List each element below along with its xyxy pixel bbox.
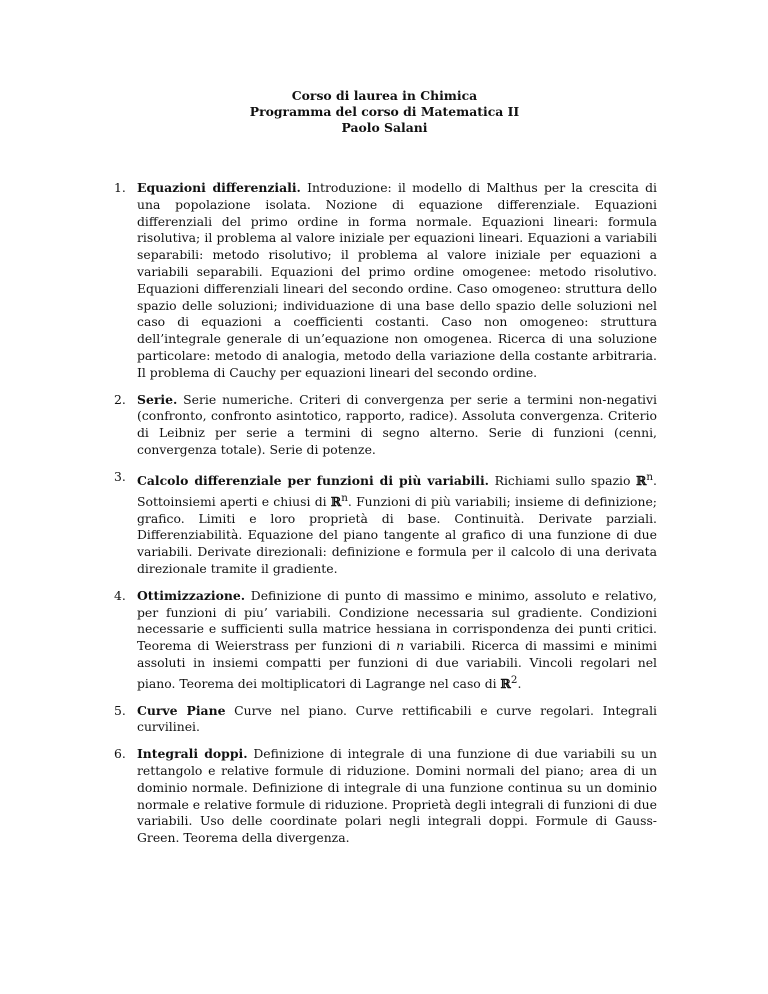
- item-text: Definizione di punto di massimo e minimo, assoluto e relativo, per funzioni di piu’ variabili. Condizione necessaria sul gradiente. Condizioni necessarie e sufficienti sulla matrice hessiana in corrispondenza dei punti critici. Teorema di Weierstrass per funzioni di: [137, 587, 657, 654]
- item-text: . Sottoinsiemi aperti e chiusi di: [137, 472, 657, 509]
- item-title: Serie.: [137, 391, 178, 407]
- math-symbol-rn: ℝ: [636, 472, 647, 488]
- author-name: Paolo Salani: [341, 120, 428, 135]
- syllabus-item-calcolo: [112, 469, 657, 578]
- item-text: Richiami sullo spazio: [494, 472, 637, 488]
- syllabus-item-serie: [112, 392, 657, 459]
- math-variable-n: n: [396, 638, 405, 654]
- item-title: Integrali doppi.: [137, 746, 248, 762]
- item-number: 2.: [114, 391, 126, 407]
- item-title: Calcolo differenziale per funzioni di più variabili.: [137, 472, 489, 488]
- document-page: [112, 88, 657, 857]
- item-title: Curve Piane: [137, 702, 226, 718]
- course-degree: Corso di laurea in Chimica: [291, 88, 478, 103]
- item-text: Definizione di integrale di una funzione di due variabili su un rettangolo e relative formule di riduzione. Domini normali del piano; area di un dominio normale. Definizione di integrale di una funzione continua su un dominio normale e relative formule di riduzione. Proprietà degli integrali di funzioni di due variabili. Uso delle coordinate polari negli integrali doppi. Formule di Gauss-Green. Teorema della divergenza.: [137, 746, 657, 846]
- item-title: Equazioni differenziali.: [137, 180, 301, 195]
- math-exponent: n: [646, 470, 654, 483]
- item-number: 1.: [114, 180, 126, 195]
- item-number: 3.: [114, 468, 126, 484]
- syllabus-item-integrali: [112, 746, 657, 847]
- item-number: 5.: [114, 702, 126, 718]
- item-text: Curve nel piano. Curve rettificabili e curve regolari. Integrali curvilinei.: [137, 702, 657, 735]
- math-exponent: 2: [510, 673, 518, 686]
- item-text: variabili. Ricerca di massimi e minimi assoluti in insiemi compatti per funzioni di due variabili. Vincoli regolari nel piano. Teorema dei moltiplicatori di Lagrange nel caso di: [137, 638, 657, 691]
- syllabus-item-ottimizzazione: [112, 588, 657, 693]
- item-text: Introduzione: il modello di Malthus per la crescita di una popolazione isolata. Nozione di equazione differenziale. Equazioni differenziali del primo ordine in forma normale. Equazioni lineari: formula risolutiva; il problema al valore iniziale per equazioni lineari. Equazioni a variabili separabili: metodo risolutivo; il problema al valore iniziale per equazioni a variabili separabili. Equazioni del primo ordine omogenee: metodo risolutivo. Equazioni differenziali lineari del secondo ordine. Caso omogeneo: struttura dello spazio delle soluzioni; individuazione di una base dello spazio delle soluzioni nel caso di equazioni a coefficienti costanti. Caso non omogeneo: struttura dell’integrale generale di un’equazione non omogenea. Ricerca di una soluzione particolare: metodo di analogia, metodo della variazione della costante arbitraria. Il problema di Cauchy per equazioni lineari del secondo ordine.: [137, 180, 657, 380]
- item-title: Ottimizzazione.: [137, 587, 246, 603]
- math-symbol-r2: ℝ: [500, 675, 511, 691]
- item-number: 6.: [114, 746, 126, 762]
- math-symbol-rn: ℝ: [330, 493, 342, 509]
- item-text: . Funzioni di più variabili; insieme di definizione; grafico. Limiti e loro proprietà di base. Continuità. Derivate parziali. Differenziabilità. Equazione del piano tangente al grafico di una funzione di due variabili. Derivate direzionali: definizione e formula per il calcolo di una derivata direzionale tramite il gradiente.: [137, 493, 657, 576]
- item-number: 4.: [114, 587, 126, 603]
- syllabus-item-curve: [112, 703, 657, 737]
- item-text: Serie numeriche. Criteri di convergenza per serie a termini non-negativi (confronto, confronto asintotico, rapporto, radice). Assoluta convergenza. Criterio di Leibniz per serie a termini di segno alterno. Serie di funzioni (cenni, convergenza totale). Serie di potenze.: [137, 391, 657, 457]
- document-header: [112, 88, 657, 136]
- item-text: .: [517, 675, 522, 691]
- math-exponent: n: [341, 491, 348, 504]
- course-title: Programma del corso di Matematica II: [249, 104, 520, 119]
- syllabus-item-equazioni: [112, 180, 657, 382]
- syllabus-list: [112, 180, 657, 847]
